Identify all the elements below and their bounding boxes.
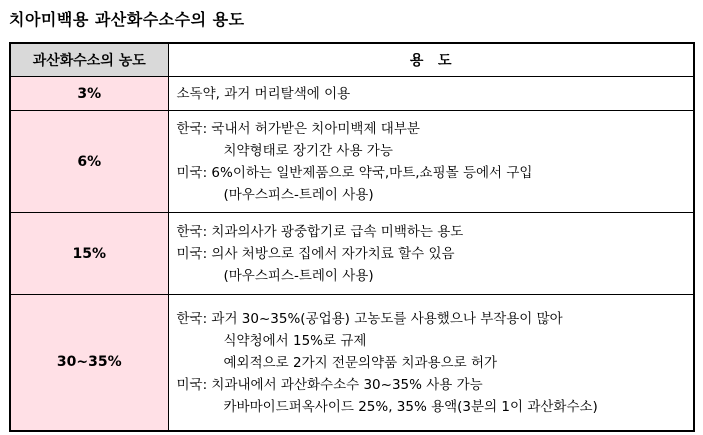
use-line: 한국: 치과의사가 광중합기로 급속 미백하는 용도 — [176, 224, 464, 240]
table-row — [10, 213, 694, 295]
use-cell — [168, 213, 694, 295]
concentration-cell: 30~35% — [10, 295, 168, 431]
concentration-header: 과산화수소의 농도 — [10, 43, 168, 77]
use-line: 소독약, 과거 머리탈색에 이용 — [176, 86, 351, 102]
use-line: 예외적으로 2가지 전문의약품 치과용으로 허가 — [223, 354, 498, 371]
concentration-cell: 3% — [10, 77, 168, 111]
usage-table — [9, 42, 695, 432]
use-line: 미국: 6%이하는 일반제품으로 약국,마트,쇼핑몰 등에서 구입 — [176, 165, 533, 181]
use-line: (마우스피스-트레이 사용) — [223, 187, 374, 203]
use-cell — [168, 77, 694, 111]
use-line: 미국: 치과내에서 과산화수소수 30~35% 사용 가능 — [176, 376, 483, 393]
use-line: 카바마이드퍼옥사이드 25%, 35% 용액(3분의 1이 과산화수소) — [223, 398, 598, 415]
table-body — [10, 77, 694, 431]
document-title: 치아미백용 과산화수소수의 용도 — [9, 10, 245, 29]
use-line: 한국: 국내서 허가받은 치아미백제 대부분 — [176, 121, 420, 137]
use-line: 치약형태로 장기간 사용 가능 — [223, 143, 393, 159]
use-line: 한국: 과거 30~35%(공업용) 고농도를 사용했으나 부작용이 많아 — [176, 310, 563, 327]
table-row — [10, 295, 694, 431]
table-row — [10, 111, 694, 213]
table-row — [10, 77, 694, 111]
concentration-cell: 6% — [10, 111, 168, 213]
use-cell — [168, 111, 694, 213]
use-line: (마우스피스-트레이 사용) — [223, 268, 374, 284]
use-line: 식약청에서 15%로 규제 — [223, 332, 367, 349]
table-header-row — [10, 43, 694, 77]
use-cell — [168, 295, 694, 431]
use-line: 미국: 의사 처방으로 집에서 자가치료 할수 있음 — [176, 246, 455, 262]
concentration-cell: 15% — [10, 213, 168, 295]
use-header: 용 도 — [168, 43, 694, 77]
